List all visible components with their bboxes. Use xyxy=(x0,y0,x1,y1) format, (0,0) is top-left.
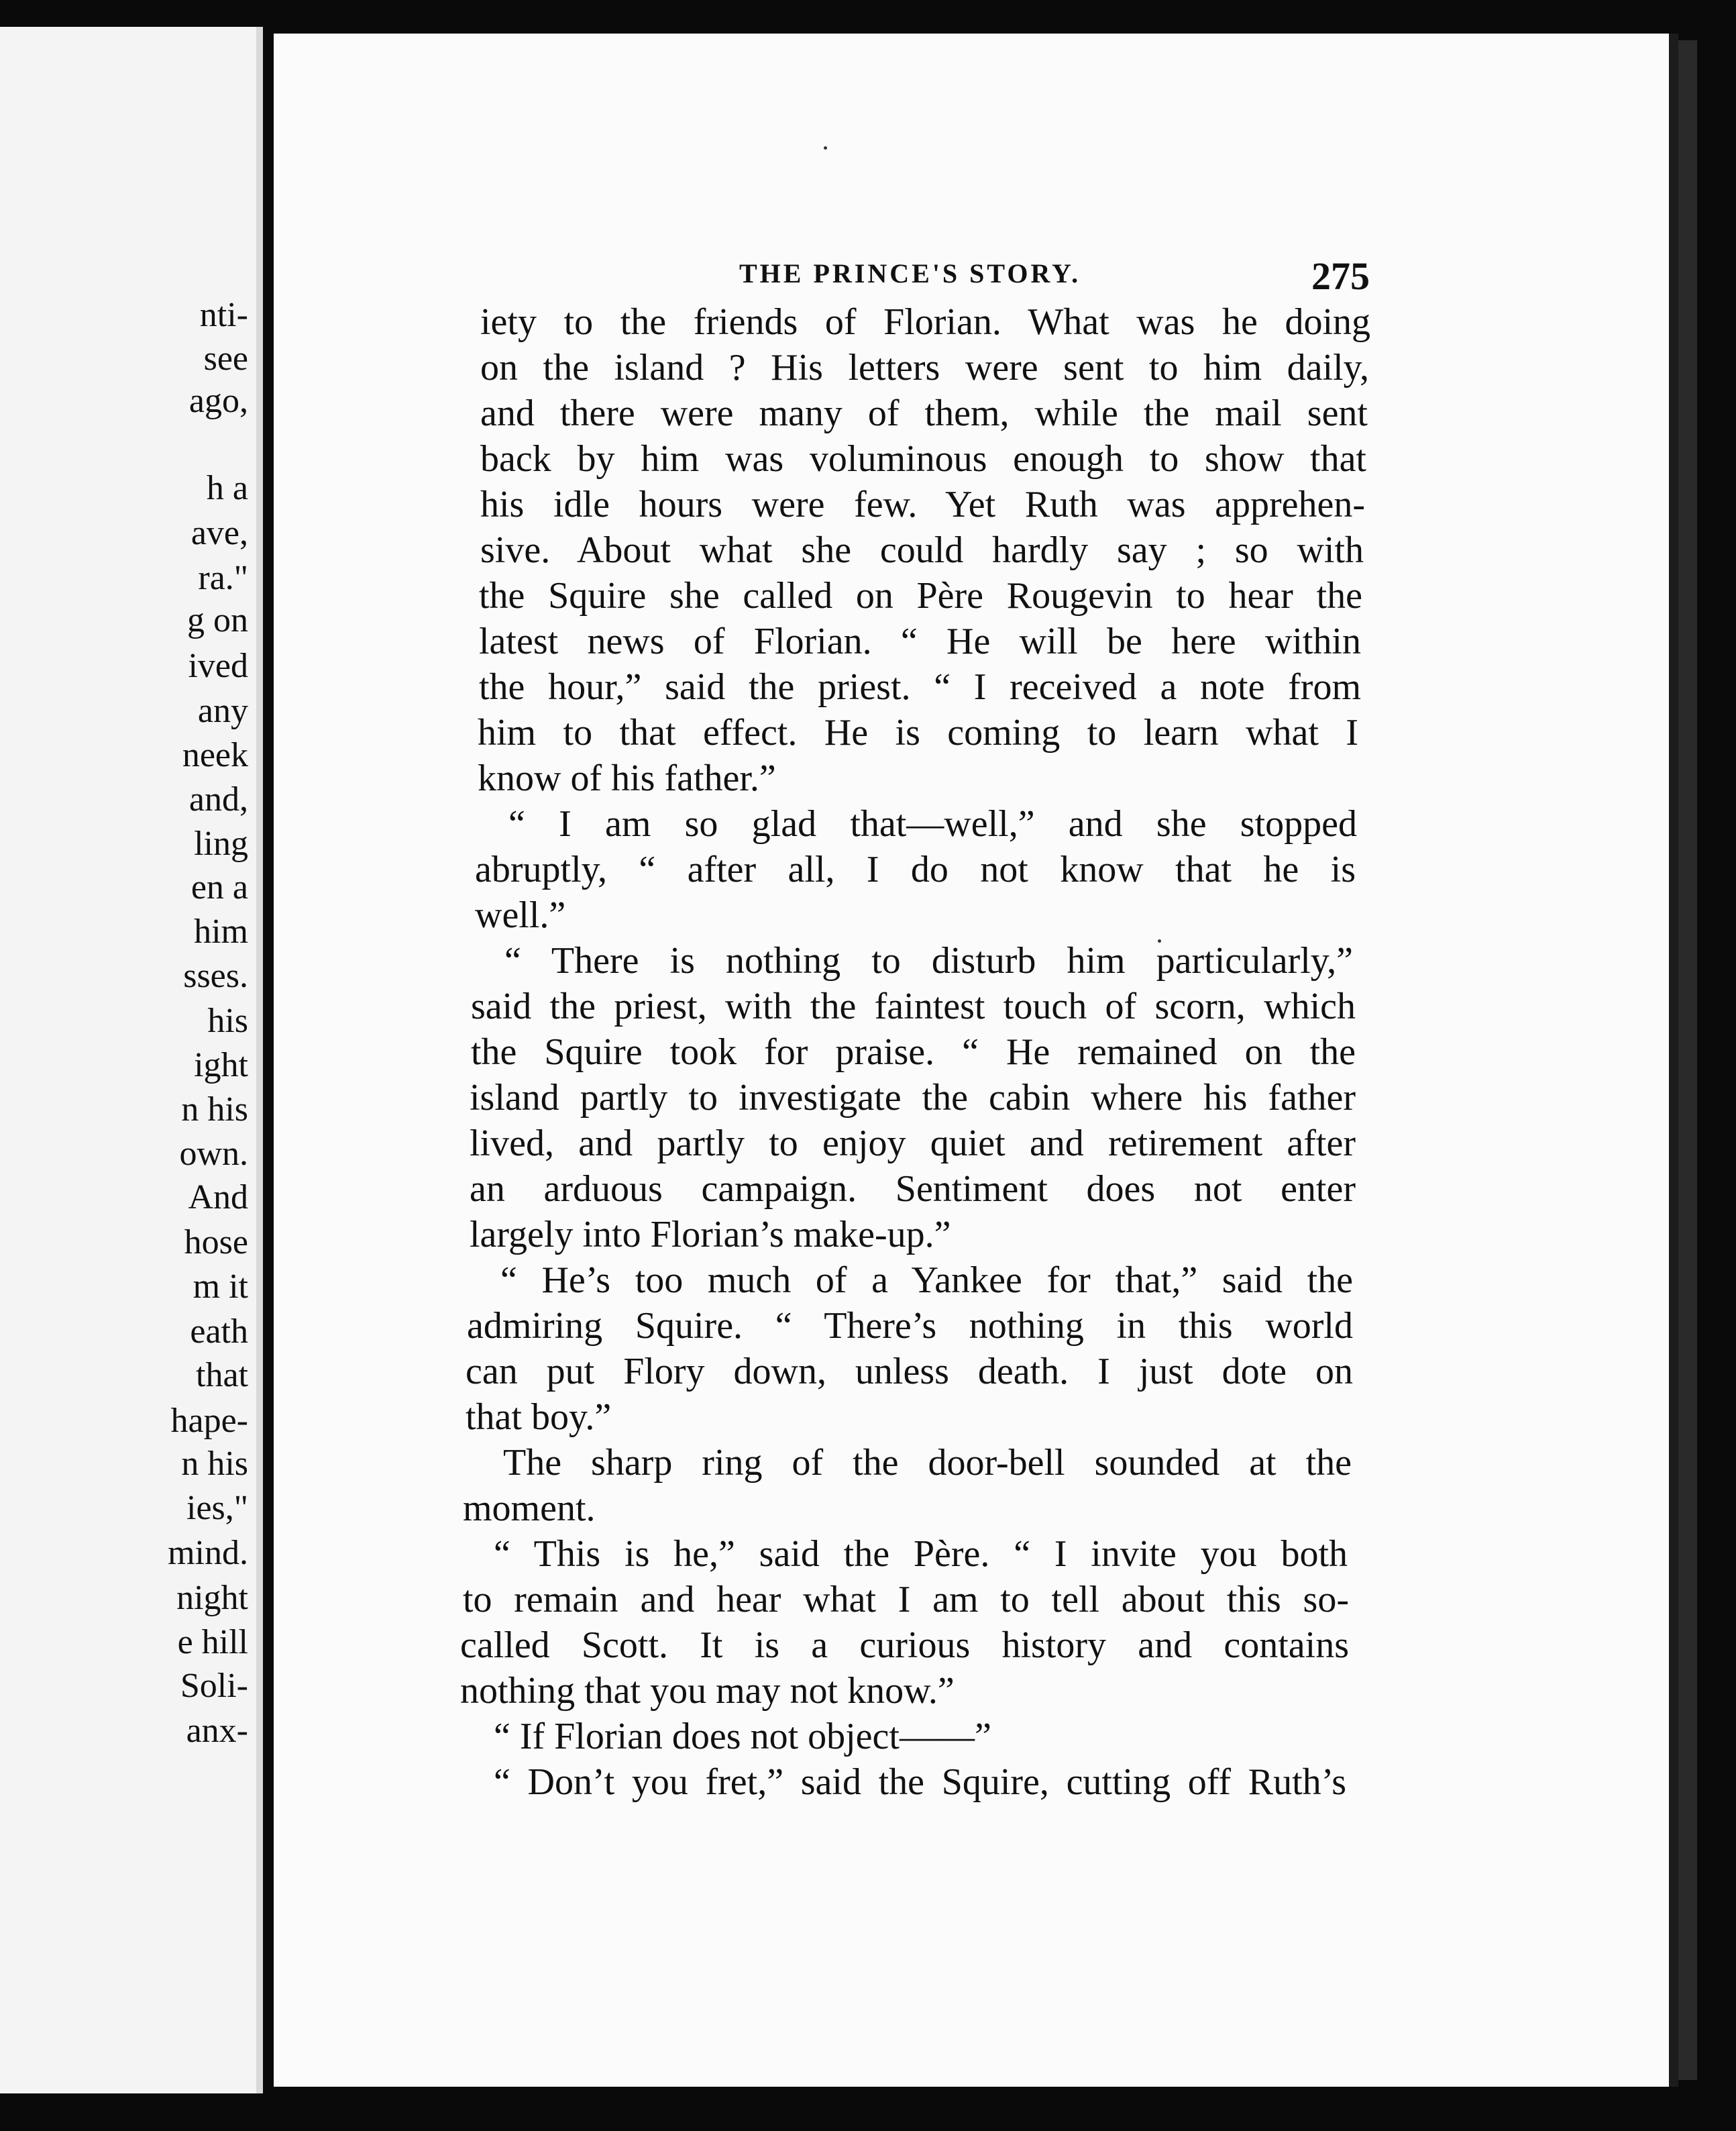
previous-page-line: ra." xyxy=(198,559,248,597)
text-line: an arduous campaign. Sentiment does not enter xyxy=(470,1168,1356,1210)
text-line: moment. xyxy=(463,1488,596,1529)
previous-page-line: Soli- xyxy=(180,1667,248,1705)
text-line: the Squire she called on Père Rougevin to hear the xyxy=(479,575,1362,617)
text-line: island partly to investigate the cabin where his father xyxy=(470,1077,1356,1119)
text-line: lived, and partly to enjoy quiet and retirement after xyxy=(470,1123,1356,1164)
previous-page-line: neek xyxy=(182,736,248,774)
previous-page-line: and, xyxy=(188,780,248,819)
text-line: know of his father.” xyxy=(478,758,776,799)
previous-page-line: ies," xyxy=(186,1489,248,1527)
text-line: his idle hours were few. Yet Ruth was apprehen- xyxy=(480,484,1365,525)
text-line: that boy.” xyxy=(466,1396,612,1438)
text-line: said the priest, with the faintest touch of scorn, which xyxy=(471,986,1356,1027)
previous-page-line: hape- xyxy=(170,1402,248,1440)
previous-page-line: en a xyxy=(191,868,248,906)
text-line: “ I am so glad that—well,” and she stopped xyxy=(508,803,1357,845)
previous-page-line: e hill xyxy=(177,1623,248,1661)
previous-page-line: that xyxy=(196,1356,248,1394)
previous-page-line: ight xyxy=(194,1046,248,1084)
text-line: well.” xyxy=(475,894,566,936)
text-line: sive. About what she could hardly say ; so with xyxy=(480,529,1364,571)
previous-page-line: mind. xyxy=(168,1534,248,1572)
page-gutter xyxy=(256,27,263,2093)
text-line: “ There is nothing to disturb him particularly,” xyxy=(504,940,1353,982)
previous-page-line: see xyxy=(203,340,248,378)
text-line: can put Flory down, unless death. I just dote on xyxy=(466,1351,1353,1392)
previous-page-line: And xyxy=(188,1178,248,1216)
previous-page-line: eath xyxy=(190,1312,248,1351)
text-line: “ Don’t you fret,” said the Squire, cutting off Ruth’s xyxy=(494,1761,1346,1803)
previous-page-line: him xyxy=(194,913,248,951)
previous-page-line: any xyxy=(197,692,248,730)
previous-page-line: anx- xyxy=(186,1712,248,1750)
text-line: iety to the friends of Florian. What was he doing xyxy=(480,301,1370,343)
previous-page-line: n his xyxy=(181,1090,248,1129)
previous-page-line: g on xyxy=(187,601,248,639)
text-line: “ This is he,” said the Père. “ I invite you both xyxy=(494,1533,1348,1575)
text-line: to remain and hear what I am to tell about this so- xyxy=(463,1579,1349,1620)
previous-page-line: his xyxy=(207,1002,248,1040)
text-line: on the island ? His letters were sent to him daily, xyxy=(480,347,1369,388)
previous-page-line: ave, xyxy=(191,514,248,552)
text-line: admiring Squire. “ There’s nothing in this world xyxy=(467,1305,1353,1347)
text-line: The sharp ring of the door-bell sounded at the xyxy=(503,1442,1352,1484)
previous-page xyxy=(0,27,263,2093)
previous-page-line: m it xyxy=(193,1267,248,1306)
text-line: “ He’s too much of a Yankee for that,” said the xyxy=(500,1259,1353,1301)
book-edge xyxy=(1676,40,1697,2080)
text-line: nothing that you may not know.” xyxy=(460,1670,955,1712)
previous-page-line: ago, xyxy=(188,382,248,420)
text-line: “ If Florian does not object——” xyxy=(494,1716,991,1757)
previous-page-line: h a xyxy=(206,469,248,507)
running-head: THE PRINCE'S STORY. xyxy=(739,258,1081,289)
text-line: him to that effect. He is coming to learn what I xyxy=(478,712,1358,753)
previous-page-line: own. xyxy=(179,1135,248,1173)
text-line: latest news of Florian. “ He will be here within xyxy=(479,621,1361,662)
previous-page-line: n his xyxy=(181,1445,248,1483)
previous-page-line: nti- xyxy=(199,296,248,334)
previous-page-line: sses. xyxy=(183,957,248,995)
text-line: abruptly, “ after all, I do not know that he is xyxy=(475,849,1356,890)
text-line: called Scott. It is a curious history and contains xyxy=(460,1624,1349,1666)
print-speck xyxy=(824,146,827,150)
text-line: and there were many of them, while the mail sent xyxy=(480,393,1368,434)
text-line: the hour,” said the priest. “ I received a note from xyxy=(479,666,1361,708)
text-line: the Squire took for praise. “ He remained on the xyxy=(471,1031,1356,1073)
page-number: 275 xyxy=(1311,254,1370,298)
previous-page-line: night xyxy=(176,1579,248,1617)
text-line: largely into Florian’s make-up.” xyxy=(470,1214,951,1255)
text-line: back by him was voluminous enough to show that xyxy=(480,438,1366,480)
previous-page-line: hose xyxy=(184,1223,248,1261)
previous-page-line: ling xyxy=(194,825,248,863)
previous-page-line: ived xyxy=(188,647,248,685)
